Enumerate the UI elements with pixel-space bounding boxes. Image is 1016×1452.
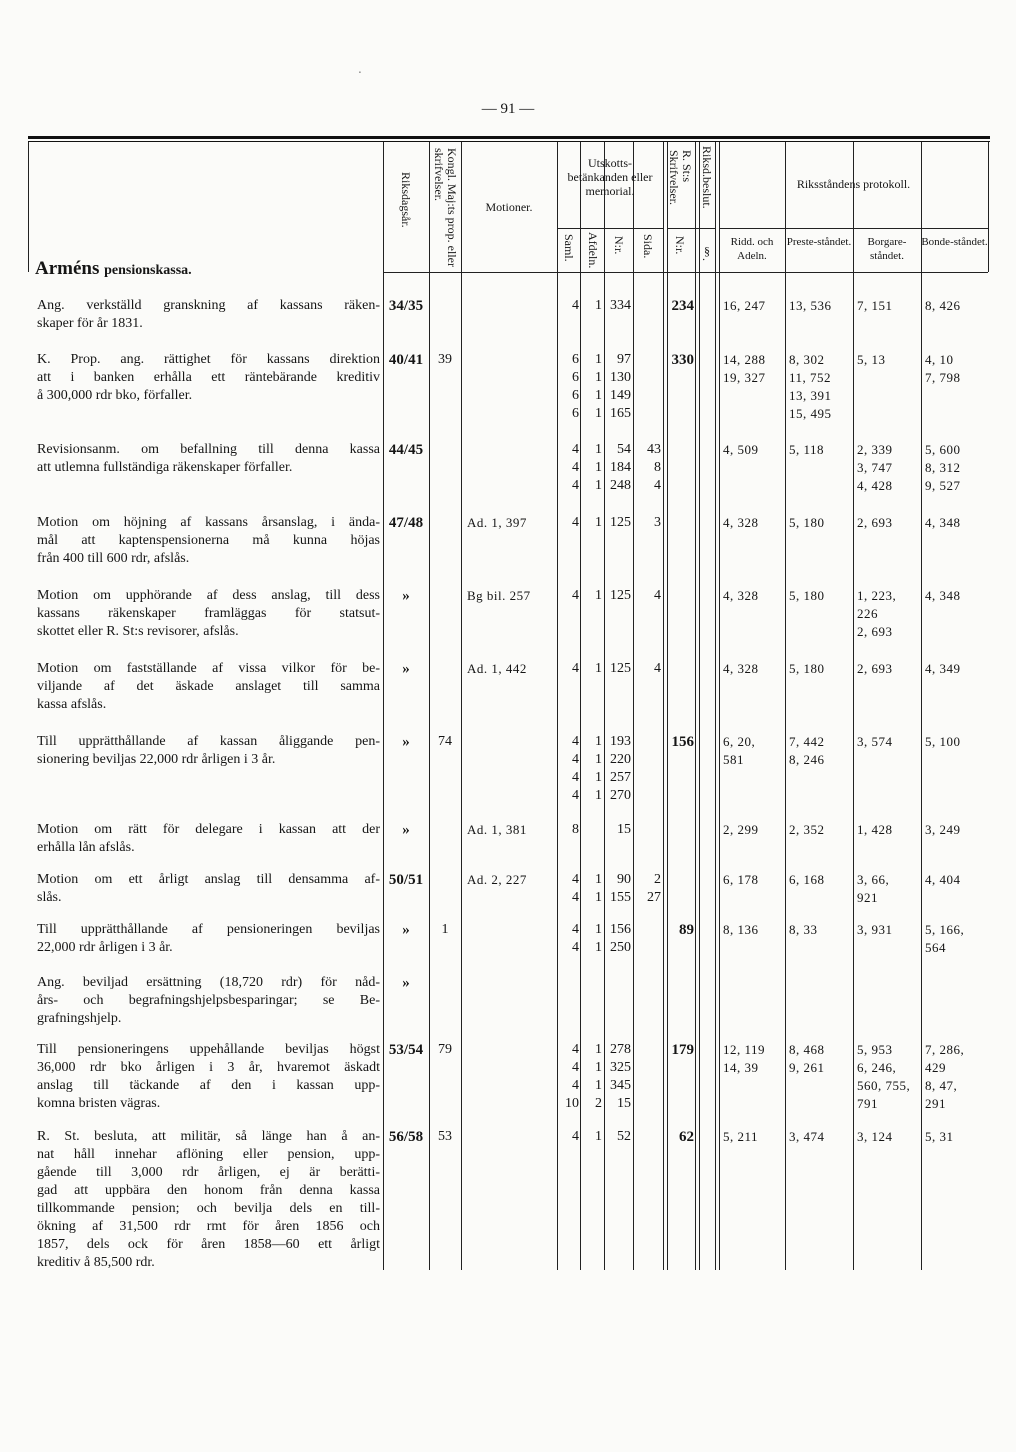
row-ridd: 4, 509 <box>723 442 759 457</box>
row-rsts-nr: 179 <box>671 1042 694 1058</box>
header-sida: Sida. <box>641 234 655 259</box>
row-description-line: Motion om upphörande af dess anslag, till dess <box>37 588 380 603</box>
col-line <box>28 142 29 272</box>
top-rule-thin <box>28 141 990 142</box>
row-nr: 54 <box>617 442 631 457</box>
header-preste: Preste-ståndet. <box>786 236 852 248</box>
row-saml: 4 <box>572 734 579 749</box>
section-title-main: Arméns <box>35 258 100 279</box>
row-kongl: 53 <box>438 1129 452 1144</box>
row-nr: 220 <box>610 752 631 767</box>
header-subline <box>667 228 715 229</box>
row-ridd: 581 <box>723 752 744 767</box>
row-bonde: 4, 349 <box>925 661 961 676</box>
row-description-line: att i banken erhålla ett räntebärande kreditiv <box>37 370 380 385</box>
row-nr: 278 <box>610 1042 631 1057</box>
row-preste: 15, 495 <box>789 406 832 421</box>
row-description-line: Till pensioneringens uppehållande beviljas högst <box>37 1042 380 1057</box>
row-preste: 3, 474 <box>789 1129 825 1144</box>
row-bonde: 8, 47, <box>925 1078 958 1093</box>
row-borg: 2, 693 <box>857 624 893 639</box>
row-rsts-nr: 156 <box>671 734 694 750</box>
row-ridd: 8, 136 <box>723 922 759 937</box>
row-nr: 15 <box>617 822 631 837</box>
row-description-line: Motion om höjning af kassans årsanslag, i ända- <box>37 515 380 530</box>
row-description-line: erhålla lån afslås. <box>37 840 135 855</box>
row-saml: 4 <box>572 872 579 887</box>
row-sida: 4 <box>654 478 661 493</box>
row-rsts-nr: 89 <box>679 922 694 938</box>
row-preste: 8, 302 <box>789 352 825 367</box>
row-bonde: 4, 348 <box>925 515 961 530</box>
section-title-rest: pensionskassa. <box>104 263 192 278</box>
row-description-line: 36,000 rdr bko årligen i 3 år, hvaremot äskadt <box>37 1060 380 1075</box>
row-saml: 4 <box>572 940 579 955</box>
header-borgare: Borgare-ståndet. <box>867 236 907 262</box>
row-nr: 90 <box>617 872 631 887</box>
row-nr: 184 <box>610 460 631 475</box>
row-description-line: R. St. besluta, att militär, så länge han å an- <box>37 1129 380 1144</box>
row-saml: 4 <box>572 1060 579 1075</box>
row-borg: 3, 66, <box>857 872 890 887</box>
row-motion: Bg bil. 257 <box>467 588 531 603</box>
row-saml: 4 <box>572 1129 579 1144</box>
row-borg: 226 <box>857 606 878 621</box>
row-description-line: Motion om rätt för delegare i kassan att der <box>37 822 380 837</box>
row-sida: 8 <box>654 460 661 475</box>
row-preste: 13, 536 <box>789 298 832 313</box>
row-year: 53/54 <box>388 1042 424 1058</box>
row-sida: 27 <box>647 890 661 905</box>
row-preste: 8, 246 <box>789 752 825 767</box>
row-ridd: 19, 327 <box>723 370 766 385</box>
header-afdeln: Afdeln. <box>586 232 600 269</box>
row-bonde: 7, 798 <box>925 370 961 385</box>
row-ridd: 14, 288 <box>723 352 766 367</box>
row-description-line: kassa afslås. <box>37 697 107 712</box>
row-nr: 270 <box>610 788 631 803</box>
row-saml: 6 <box>572 388 579 403</box>
row-nr: 248 <box>610 478 631 493</box>
row-nr: 193 <box>610 734 631 749</box>
col-line <box>699 142 700 1270</box>
row-borg: 7, 151 <box>857 298 893 313</box>
row-afd: 1 <box>595 890 602 905</box>
row-motion: Ad. 1, 381 <box>467 822 527 837</box>
row-year: » <box>402 588 410 604</box>
row-preste: 8, 468 <box>789 1042 825 1057</box>
row-nr: 15 <box>617 1096 631 1111</box>
row-afd: 1 <box>595 1129 602 1144</box>
row-preste: 6, 168 <box>789 872 825 887</box>
row-bonde: 564 <box>925 940 946 955</box>
row-kongl: 1 <box>441 922 449 937</box>
header-nr2: N:r. <box>673 236 687 255</box>
row-ridd: 6, 20, <box>723 734 756 749</box>
row-preste: 2, 352 <box>789 822 825 837</box>
header-ridd: Ridd. och Adeln. <box>730 236 774 262</box>
scan-mark: . <box>358 62 362 76</box>
row-bonde: 3, 249 <box>925 822 961 837</box>
col-line <box>663 142 664 1270</box>
col-line <box>715 142 716 1270</box>
row-nr: 130 <box>610 370 631 385</box>
row-nr: 52 <box>617 1129 631 1144</box>
row-saml: 4 <box>572 752 579 767</box>
row-ridd: 4, 328 <box>723 515 759 530</box>
row-afd: 1 <box>595 388 602 403</box>
row-nr: 345 <box>610 1078 631 1093</box>
row-kongl: 39 <box>438 352 452 367</box>
row-afd: 1 <box>595 922 602 937</box>
row-description-line: mål att kaptenspensionerna må kunna höjas <box>37 533 380 548</box>
row-afd: 1 <box>595 1042 602 1057</box>
row-preste: 5, 118 <box>789 442 825 457</box>
page-number: — 91 — <box>481 101 535 117</box>
row-afd: 1 <box>595 770 602 785</box>
row-saml: 4 <box>572 770 579 785</box>
row-bonde: 9, 527 <box>925 478 961 493</box>
row-description-line: skaper för år 1831. <box>37 316 143 331</box>
row-afd: 1 <box>595 588 602 603</box>
row-year: » <box>402 822 410 838</box>
row-description-line: viljande af det äskade anslaget till samma <box>37 679 380 694</box>
row-afd: 1 <box>595 298 602 313</box>
row-year: 40/41 <box>388 352 424 368</box>
row-year: 56/58 <box>388 1129 424 1145</box>
row-afd: 1 <box>595 515 602 530</box>
row-rsts-nr: 62 <box>679 1129 694 1145</box>
row-afd: 1 <box>595 352 602 367</box>
row-year: 50/51 <box>388 872 424 888</box>
row-ridd: 6, 178 <box>723 872 759 887</box>
row-afd: 2 <box>595 1096 602 1111</box>
row-preste: 13, 391 <box>789 388 832 403</box>
row-nr: 156 <box>610 922 631 937</box>
header-saml: Saml. <box>562 234 576 262</box>
row-description-line: 22,000 rdr årligen i 3 år. <box>37 940 173 955</box>
row-sida: 4 <box>654 588 661 603</box>
row-nr: 334 <box>610 298 631 313</box>
section-title <box>35 258 192 280</box>
row-nr: 125 <box>610 661 631 676</box>
row-afd: 1 <box>595 661 602 676</box>
col-line <box>921 142 922 1270</box>
row-year: » <box>402 975 410 991</box>
row-bonde: 429 <box>925 1060 946 1075</box>
row-borg: 4, 428 <box>857 478 893 493</box>
row-saml: 10 <box>565 1096 579 1111</box>
row-description-line: Motion om fastställande af vissa vilkor för be- <box>37 661 380 676</box>
row-bonde: 5, 100 <box>925 734 961 749</box>
row-sida: 3 <box>654 515 661 530</box>
row-borg: 6, 246, <box>857 1060 897 1075</box>
row-borg: 1, 223, <box>857 588 897 603</box>
col-line <box>695 142 696 1270</box>
row-description-line: kreditiv å 85,500 rdr. <box>37 1255 155 1270</box>
col-line <box>429 142 430 1270</box>
row-sida: 2 <box>654 872 661 887</box>
header-subline <box>719 228 988 229</box>
row-description-line: från 400 till 600 rdr, afslås. <box>37 551 190 566</box>
row-description-line: Till upprätthållande af kassan åliggande pen- <box>37 734 380 749</box>
row-description-line: Till upprätthållande af pensioneringen beviljas <box>37 922 380 937</box>
row-nr: 165 <box>610 406 631 421</box>
row-afd: 1 <box>595 1060 602 1075</box>
row-description-line: tillkommande pension; och bevilja dels en till- <box>37 1201 380 1216</box>
row-afd: 1 <box>595 460 602 475</box>
row-ridd: 16, 247 <box>723 298 766 313</box>
row-saml: 4 <box>572 890 579 905</box>
row-description-line: slås. <box>37 890 62 905</box>
row-nr: 125 <box>610 515 631 530</box>
row-saml: 6 <box>572 406 579 421</box>
header-motioner: Motioner. <box>485 200 533 214</box>
row-bonde: 8, 312 <box>925 460 961 475</box>
row-nr: 125 <box>610 588 631 603</box>
row-borg: 560, 755, <box>857 1078 911 1093</box>
row-bonde: 5, 600 <box>925 442 961 457</box>
row-motion: Ad. 1, 442 <box>467 661 527 676</box>
col-line <box>461 142 462 1270</box>
row-ridd: 2, 299 <box>723 822 759 837</box>
row-afd: 1 <box>595 940 602 955</box>
row-nr: 155 <box>610 890 631 905</box>
row-rsts-nr: 234 <box>671 298 694 314</box>
row-saml: 4 <box>572 661 579 676</box>
row-preste: 5, 180 <box>789 515 825 530</box>
row-preste: 5, 180 <box>789 588 825 603</box>
row-saml: 4 <box>572 460 579 475</box>
row-afd: 1 <box>595 442 602 457</box>
row-bonde: 4, 10 <box>925 352 954 367</box>
row-ridd: 14, 39 <box>723 1060 759 1075</box>
row-bonde: 5, 31 <box>925 1129 954 1144</box>
row-description-line: års- och begrafningshjelpsbesparingar; se Be- <box>37 993 380 1008</box>
header-kongl: Kongl. Maj:ts prop. eller skrifvelser. <box>432 148 459 267</box>
row-saml: 4 <box>572 922 579 937</box>
row-year: » <box>402 661 410 677</box>
row-description-line: komna bristen vägras. <box>37 1096 161 1111</box>
row-sida: 4 <box>654 661 661 676</box>
row-nr: 97 <box>617 352 631 367</box>
row-borg: 3, 747 <box>857 460 893 475</box>
row-saml: 4 <box>572 1078 579 1093</box>
row-nr: 149 <box>610 388 631 403</box>
row-bonde: 8, 426 <box>925 298 961 313</box>
row-description-line: K. Prop. ang. rättighet för kassans direktion <box>37 352 380 367</box>
row-saml: 8 <box>572 822 579 837</box>
row-afd: 1 <box>595 478 602 493</box>
header-subline <box>557 228 663 229</box>
row-bonde: 4, 404 <box>925 872 961 887</box>
row-description-line: Motion om ett årligt anslag till densamma af- <box>37 872 380 887</box>
header-bonde: Bonde-ståndet. <box>921 236 988 248</box>
row-borg: 791 <box>857 1096 878 1111</box>
row-description-line: Revisionsanm. om befallning till denna kassa <box>37 442 380 457</box>
row-kongl: 79 <box>438 1042 452 1057</box>
row-borg: 3, 931 <box>857 922 893 937</box>
row-afd: 1 <box>595 752 602 767</box>
row-nr: 250 <box>610 940 631 955</box>
row-saml: 6 <box>572 370 579 385</box>
row-bonde: 4, 348 <box>925 588 961 603</box>
row-preste: 7, 442 <box>789 734 825 749</box>
row-saml: 4 <box>572 442 579 457</box>
row-description-line: gående till 3,000 rdr årligen, ej är berätti- <box>37 1165 380 1180</box>
row-description-line: ökning af 31,500 rdr rmt för åren 1856 och <box>37 1219 380 1234</box>
row-description-line: Ang. beviljad ersättning (18,720 rdr) för nåd- <box>37 975 380 990</box>
row-ridd: 5, 211 <box>723 1129 759 1144</box>
row-preste: 5, 180 <box>789 661 825 676</box>
row-motion: Ad. 1, 397 <box>467 515 527 530</box>
row-ridd: 12, 119 <box>723 1042 766 1057</box>
row-description-line: anslag till täckande af den i kassan upp- <box>37 1078 380 1093</box>
row-saml: 4 <box>572 478 579 493</box>
header-bottom-line <box>383 272 988 273</box>
row-description-line: nat håll innehar aflöning eller pension, upp- <box>37 1147 380 1162</box>
row-description-line: att utlemna fullständiga räkenskaper förfaller. <box>37 460 293 475</box>
row-kongl: 74 <box>438 734 452 749</box>
row-borg: 2, 693 <box>857 515 893 530</box>
header-riksd-beslut: Riksd.beslut. <box>700 146 714 209</box>
row-nr: 325 <box>610 1060 631 1075</box>
row-afd: 1 <box>595 1078 602 1093</box>
row-year: » <box>402 922 410 938</box>
row-borg: 1, 428 <box>857 822 893 837</box>
row-preste: 8, 33 <box>789 922 818 937</box>
row-year: 47/48 <box>388 515 424 531</box>
header-utskotts: Utskotts-betänkanden eller memorial. <box>567 156 653 198</box>
row-bonde: 291 <box>925 1096 946 1111</box>
row-sida: 43 <box>647 442 661 457</box>
header-s: §. <box>700 244 714 261</box>
top-rule <box>28 136 990 139</box>
row-borg: 5, 953 <box>857 1042 893 1057</box>
row-afd: 1 <box>595 788 602 803</box>
row-year: » <box>402 734 410 750</box>
row-description-line: 1857, dels ock för åren 1858—60 ett årligt <box>37 1237 380 1252</box>
row-nr: 257 <box>610 770 631 785</box>
row-borg: 5, 13 <box>857 352 886 367</box>
header-rsts: R. St:s Skrifvelser. <box>667 150 694 205</box>
row-year: 34/35 <box>388 298 424 314</box>
col-line <box>853 142 854 1270</box>
row-saml: 4 <box>572 1042 579 1057</box>
row-description-line: kassans räkenskaper framläggas för statsut- <box>37 606 380 621</box>
row-afd: 1 <box>595 872 602 887</box>
header-protokoll: Riksståndens protokoll. <box>796 177 911 191</box>
header-riksdagsar: Riksdagsår. <box>399 172 413 228</box>
row-borg: 3, 124 <box>857 1129 893 1144</box>
header-nr: N:r. <box>612 236 626 255</box>
row-description-line: skottet eller R. St:s revisorer, afslås. <box>37 624 239 639</box>
row-description-line: grafningshjelp. <box>37 1011 122 1026</box>
row-bonde: 5, 166, <box>925 922 965 937</box>
col-line <box>719 142 720 1270</box>
row-afd: 1 <box>595 734 602 749</box>
row-borg: 2, 693 <box>857 661 893 676</box>
row-preste: 9, 261 <box>789 1060 825 1075</box>
row-ridd: 4, 328 <box>723 661 759 676</box>
row-afd: 1 <box>595 406 602 421</box>
row-motion: Ad. 2, 227 <box>467 872 527 887</box>
col-line <box>988 142 989 272</box>
col-line <box>633 142 634 1270</box>
row-description-line: gad att uppbära den honom från denna kassa <box>37 1183 380 1198</box>
row-saml: 4 <box>572 515 579 530</box>
row-bonde: 7, 286, <box>925 1042 965 1057</box>
row-saml: 4 <box>572 588 579 603</box>
row-description-line: å 300,000 rdr bko, förfaller. <box>37 388 193 403</box>
row-borg: 3, 574 <box>857 734 893 749</box>
row-description-line: Ang. verkställd granskning af kassans räken- <box>37 298 380 313</box>
row-description-line: sionering beviljas 22,000 rdr årligen i 3 år. <box>37 752 276 767</box>
row-borg: 921 <box>857 890 878 905</box>
row-borg: 2, 339 <box>857 442 893 457</box>
row-saml: 4 <box>572 298 579 313</box>
row-saml: 6 <box>572 352 579 367</box>
row-preste: 11, 752 <box>789 370 832 385</box>
row-ridd: 4, 328 <box>723 588 759 603</box>
row-year: 44/45 <box>388 442 424 458</box>
row-rsts-nr: 330 <box>671 352 694 368</box>
row-saml: 4 <box>572 788 579 803</box>
row-afd: 1 <box>595 370 602 385</box>
